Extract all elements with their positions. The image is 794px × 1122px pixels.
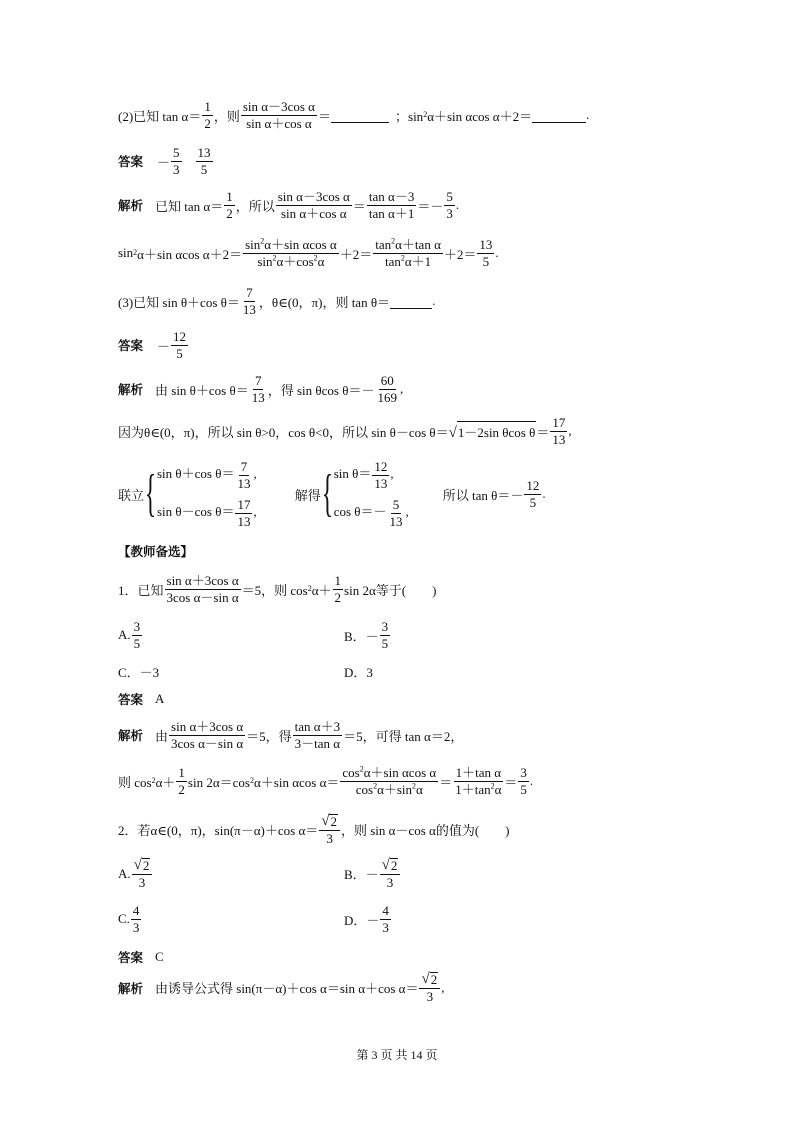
option-d[interactable]: D．－ $\frac{4}{3}$ [344,903,389,935]
fraction: $\frac{5}{3}$ [173,145,180,177]
solution-3-line-1: 解析 由 sin θ＋cos θ＝ $\frac{7}{13}$ ，得 sin θcos θ＝－ $\frac{60}{169}$ , [118,373,404,405]
equation-system: { sin θ＝ $\frac{12}{13}$ , cos θ＝－ $\frac{5}{13}$ , [321,459,409,529]
option-d[interactable]: D．3 [344,665,373,680]
page-footer: 第 3 页 共 14 页 [356,1048,438,1062]
square-root: √ 1－2sin θcos θ [449,421,537,441]
problem-2: 2．若α∈(0，π)，sin(π－α)＋cos α＝ √ 2 3 ，则 sin α－cos α的值为( ) [118,813,510,846]
problem-2-options-row-2 [118,904,392,934]
option-c[interactable]: C. $\frac{4}{3}$ [118,903,140,935]
option-b[interactable]: B．－ $\frac{3}{5}$ [344,619,389,651]
equation-system: { sin θ＋cos θ＝ $\frac{7}{13}$ , sin θ－cos θ＝ $\frac{17}{13}$ , [144,459,257,529]
section-heading: 【教师备选】 [118,544,194,559]
solution-2-line-1: 解析 已知 tan α＝ $\frac{1}{2}$ ，所以 $\frac{\text{sin α－3cos α}}{\text{sin α＋cos α}}$ ＝ $\frac{\text{tan α－3}}{\text{tan α＋1}}$ ＝－ $\frac{5}{3}$ . [118,189,460,221]
problem-1-options-row-2 [118,662,373,681]
fraction: $\frac{\text{sin α－3cos α}}{\text{sin α＋cos α}}$ [242,99,315,131]
answer-blank [532,108,586,123]
solution-problem-1-line-2: 则 cos 2 α＋ $\frac{1}{2}$ sin 2α＝cos 2 α＋sin αcos α＝ $\frac{\cos^2\alpha+\sin \alpha\cos \alpha}{\cos^2\alpha+\sin^2\alpha}$ ＝ $\frac{\text{1＋tan α}}{1+\tan^2\alpha}$ ＝ $\frac{3}{5}$ . [118,764,534,797]
question-3: (3)已知 sin θ＋cos θ＝ $\frac{7}{13}$ ，θ∈(0，π)，则 tan θ＝ . [118,285,436,317]
answer-blank [331,108,389,123]
answer-problem-1: 答案 A [118,691,165,707]
option-c[interactable]: C．－3 [118,665,160,680]
solution-problem-1-line-1: 解析 由 $\frac{\text{sin α＋3cos α}}{\text{3cos α－sin α}}$ ＝5，得 $\frac{\text{tan α＋3}}{\text{3－tan α}}$ ＝5，可得 tan α＝2， [118,719,464,751]
solution-3-system: 联立 { sin θ＋cos θ＝ $\frac{7}{13}$ , sin θ－cos θ＝ $\frac{17}{13}$ , 解得 { sin θ＝ $\frac{12}{13}$ , cos θ＝－ $\frac{5}{13}$ , 所以 tan θ＝－ $\frac{12}{5}$ . [118,459,546,529]
fraction: $\frac{13}{5}$ [197,145,211,177]
problem-1-options-row-1 [118,620,391,650]
answer-problem-2: 答案 C [118,949,164,965]
solution-3-line-2: 因为θ∈(0，π)，所以 sin θ>0，cos θ<0，所以 sin θ－cos θ＝ √ 1－2sin θcos θ ＝ $\frac{17}{13}$ , [118,415,572,447]
option-b[interactable]: B．－ √ 2 3 [344,858,401,890]
option-a[interactable]: A. $\frac{3}{5}$ [118,619,141,651]
answer-2: 答案 － $\frac{5}{3}$ $\frac{13}{5}$ [118,145,211,177]
problem-1: 1．已知 $\frac{\text{sin α＋3cos α}}{\text{3cos α－sin α}}$ ＝5，则 cos 2 α＋ $\frac{1}{2}$ sin 2α等于( ) [118,573,437,605]
solution-2-line-2: sin 2 α＋sin αcos α＋2＝ $\frac{\sin^2\alpha+\sin \alpha\cos \alpha}{\sin^2\alpha+\cos^2\alpha}$ ＋2＝ $\frac{\tan^2\alpha+\tan \alpha}{\tan^2\alpha+1}$ ＋2＝ $\frac{13}{5}$ . [118,236,499,269]
problem-2-options-row-1 [118,858,401,890]
answer-3: 答案 － $\frac{12}{5}$ [118,329,187,361]
solution-problem-2: 解析 由诱导公式得 sin(π－α)＋cos α＝sin α＋cos α＝ √ 2 3 , [118,971,445,1004]
option-a[interactable]: A. √ 2 3 [118,858,344,890]
fraction: $\frac{1}{2}$ [204,99,211,131]
question-2: (2)已知 tan α＝ $\frac{1}{2}$ ，则 $\frac{\text{sin α－3cos α}}{\text{sin α＋cos α}}$ ＝ ；sin 2 α＋sin αcos α＋2＝ . [118,99,590,131]
answer-blank [390,294,432,309]
